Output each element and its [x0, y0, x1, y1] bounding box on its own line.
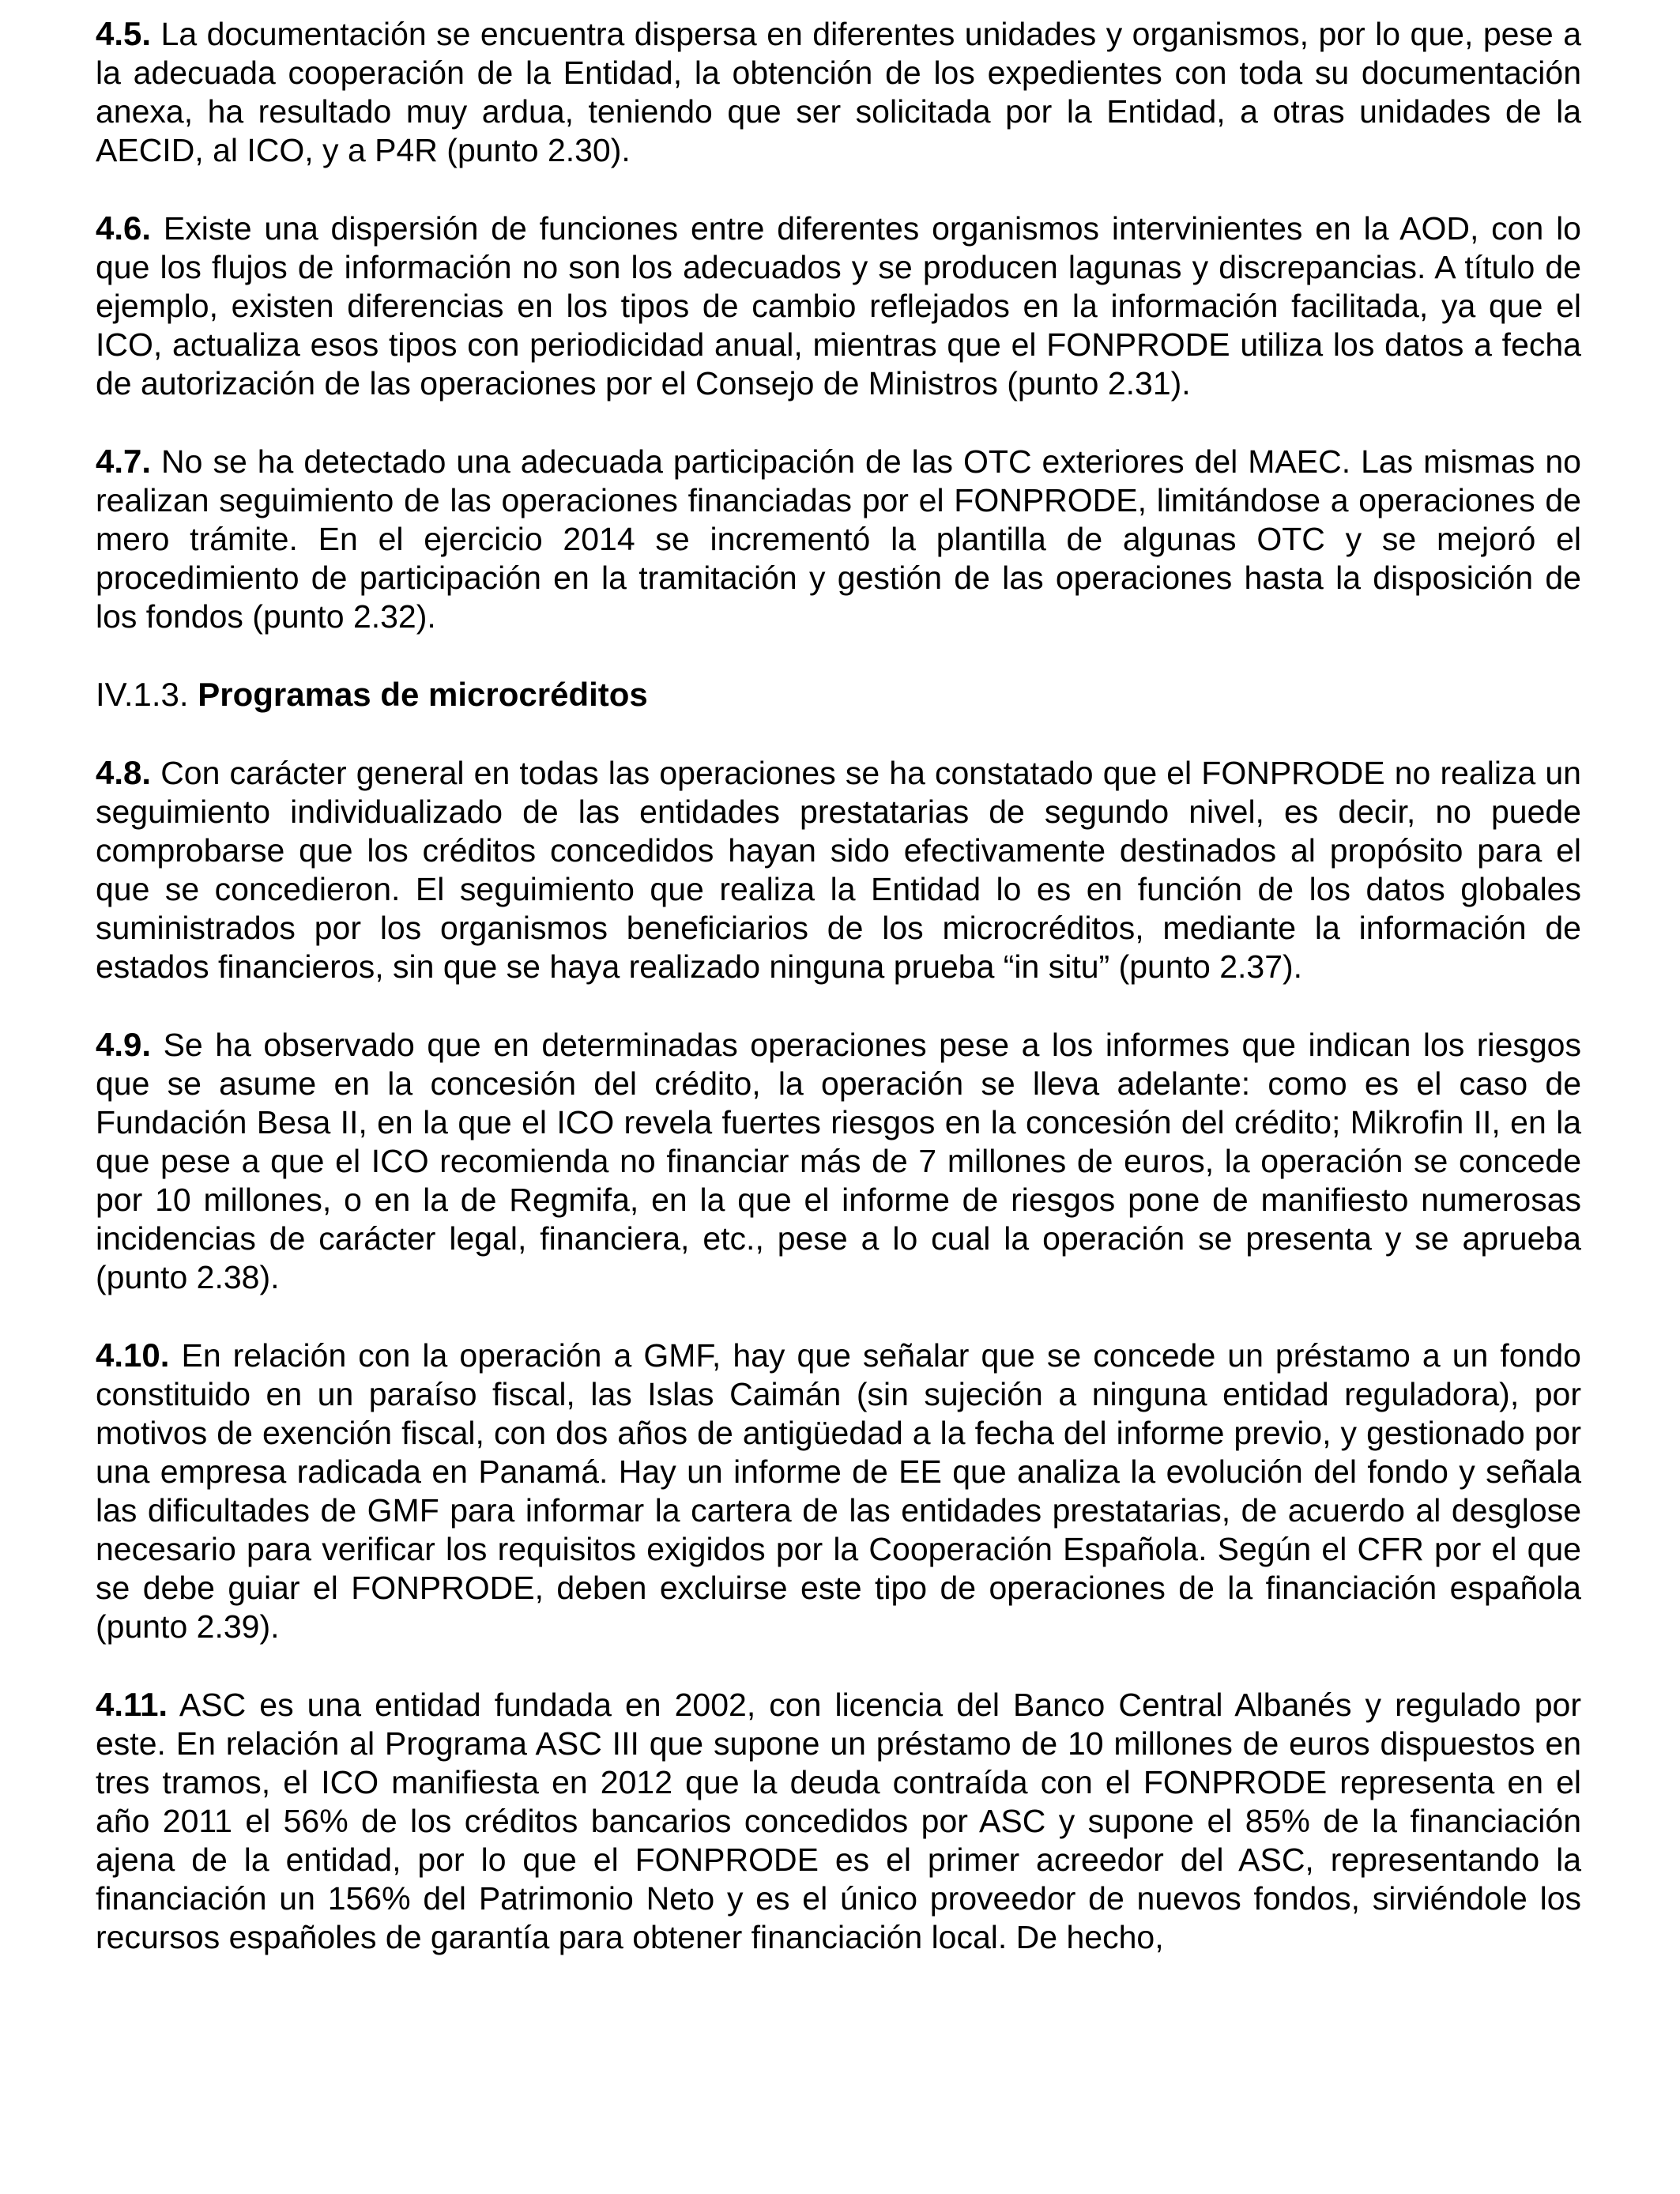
paragraph-number: 4.7. [96, 443, 152, 480]
paragraph-number: 4.11. [96, 1686, 168, 1723]
paragraph-number: 4.5. [96, 15, 152, 52]
paragraph-4-7 [96, 442, 1581, 636]
paragraph-text: La documentación se encuentra dispersa en diferentes unidades y organismos, por lo que, pese a la adecuada cooperación de la Entidad, la obtención de los expedientes con toda su documentación anexa, ha resultado muy ardua, teniendo que ser solicitada por la Entidad, a otras unidades de la AECID, al ICO, y a P4R (punto 2.30). [96, 16, 1581, 168]
section-title: Programas de microcréditos [198, 676, 648, 713]
paragraph-4-8 [96, 753, 1581, 986]
paragraph-text: Con carácter general en todas las operaciones se ha constatado que el FONPRODE no realiza un seguimiento individualizado de las entidades prestatarias de segundo nivel, es decir, no puede comprobarse que los créditos concedidos hayan sido efectivamente destinados al propósito para el que se concedieron. El seguimiento que realiza la Entidad lo es en función de los datos globales suministrados por los organismos beneficiarios de los microcréditos, mediante la información de estados financieros, sin que se haya realizado ninguna prueba “in situ” (punto 2.37). [96, 755, 1581, 985]
paragraph-4-5 [96, 14, 1581, 170]
section-number: IV.1.3. [96, 676, 189, 713]
paragraph-text: Existe una dispersión de funciones entre diferentes organismos intervinientes en la AOD, con lo que los flujos de información no son los adecuados y se producen lagunas y discrepancias. A título de ejemplo, existen diferencias en los tipos de cambio reflejados en la información facilitada, ya que el ICO, actualiza esos tipos con periodicidad anual, mientras que el FONPRODE utiliza los datos a fecha de autorización de las operaciones por el Consejo de Ministros (punto 2.31). [96, 210, 1581, 401]
paragraph-text: ASC es una entidad fundada en 2002, con licencia del Banco Central Albanés y regulado por este. En relación al Programa ASC III que supone un préstamo de 10 millones de euros dispuestos en tres tramos, el ICO manifiesta en 2012 que la deuda contraída con el FONPRODE representa en el año 2011 el 56% de los créditos bancarios concedidos por ASC y supone el 85% de la financiación ajena de la entidad, por lo que el FONPRODE es el primer acreedor del ASC, representando la financiación un 156% del Patrimonio Neto y es el único proveedor de nuevos fondos, sirviéndole los recursos españoles de garantía para obtener financiación local. De hecho, [96, 1687, 1581, 1955]
paragraph-number: 4.8. [96, 754, 152, 791]
paragraph-4-6 [96, 209, 1581, 403]
paragraph-text: No se ha detectado una adecuada participación de las OTC exteriores del MAEC. Las mismas no realizan seguimiento de las operaciones financiadas por el FONPRODE, limitándose a operaciones de mero trámite. En el ejercicio 2014 se incrementó la plantilla de algunas OTC y se mejoró el procedimiento de participación en la tramitación y gestión de las operaciones hasta la disposición de los fondos (punto 2.32). [96, 443, 1581, 635]
paragraph-number: 4.10. [96, 1336, 170, 1374]
section-heading [96, 675, 1581, 714]
paragraph-number: 4.6. [96, 209, 152, 247]
paragraph-4-10 [96, 1336, 1581, 1646]
document-page [96, 14, 1581, 1996]
paragraph-4-9 [96, 1025, 1581, 1297]
paragraph-4-11 [96, 1685, 1581, 1957]
paragraph-number: 4.9. [96, 1026, 152, 1063]
paragraph-text: En relación con la operación a GMF, hay que señalar que se concede un préstamo a un fondo constituido en un paraíso fiscal, las Islas Caimán (sin sujeción a ninguna entidad reguladora), por motivos de exención fiscal, con dos años de antigüedad a la fecha del informe previo, y gestionado por una empresa radicada en Panamá. Hay un informe de EE que analiza la evolución del fondo y señala las dificultades de GMF para informar la cartera de las entidades prestatarias, de acuerdo al desglose necesario para verificar los requisitos exigidos por la Cooperación Española. Según el CFR por el que se debe guiar el FONPRODE, deben excluirse este tipo de operaciones de la financiación española (punto 2.39). [96, 1337, 1581, 1645]
paragraph-text: Se ha observado que en determinadas operaciones pese a los informes que indican los riesgos que se asume en la concesión del crédito, la operación se lleva adelante: como es el caso de Fundación Besa II, en la que el ICO revela fuertes riesgos en la concesión del crédito; Mikrofin II, en la que pese a que el ICO recomienda no financiar más de 7 millones de euros, la operación se concede por 10 millones, o en la de Regmifa, en la que el informe de riesgos pone de manifiesto numerosas incidencias de carácter legal, financiera, etc., pese a lo cual la operación se presenta y se aprueba (punto 2.38). [96, 1027, 1581, 1295]
